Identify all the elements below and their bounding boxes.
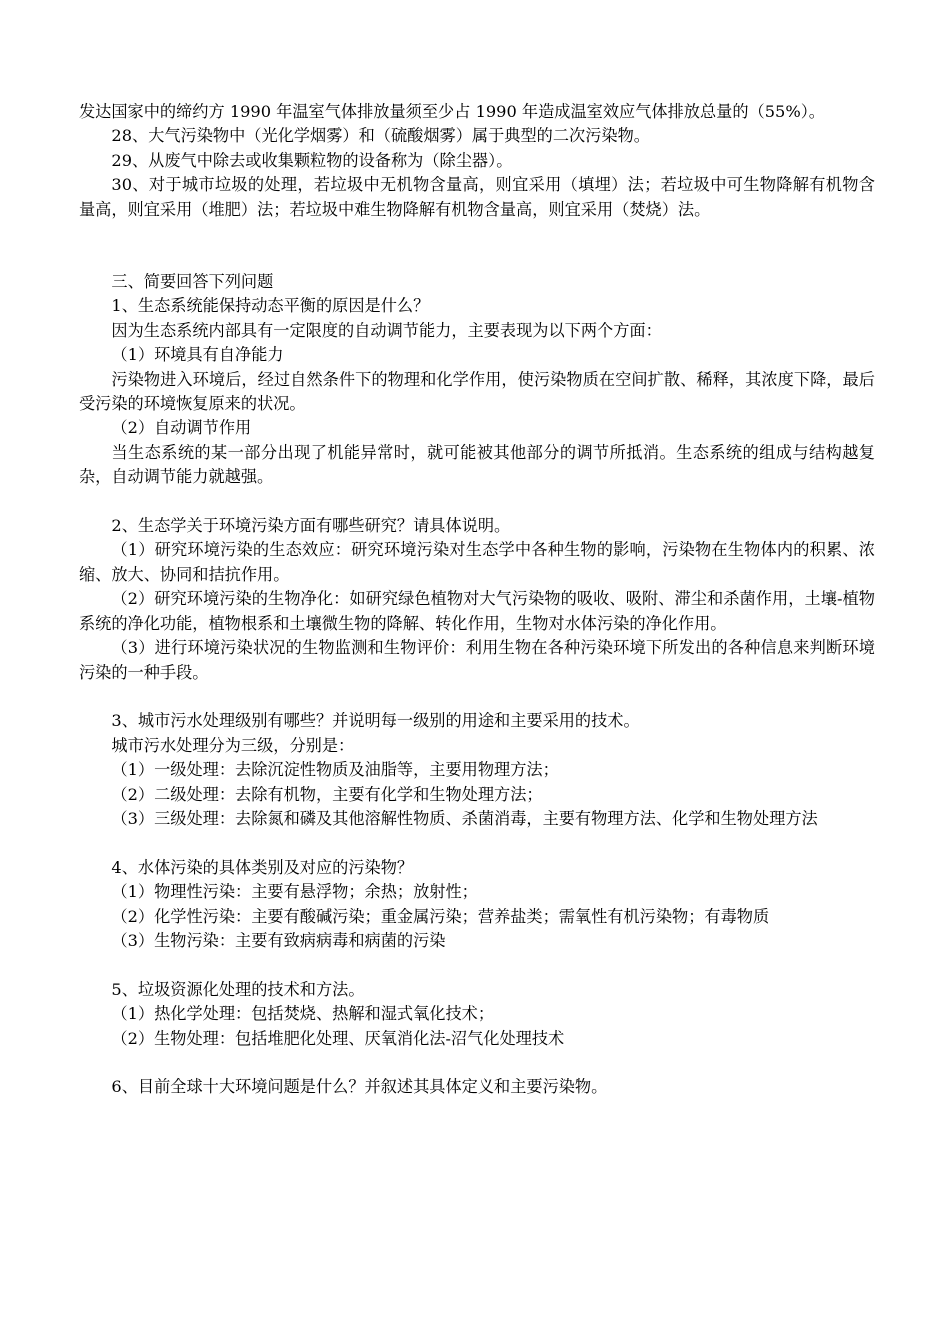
- question-3-title: 3、城市污水处理级别有哪些？并说明每一级别的用途和主要采用的技术。: [111, 711, 640, 731]
- spacer: [79, 490, 875, 514]
- question-3-answer-1: （1）一级处理：去除沉淀性物质及油脂等，主要用物理方法；: [111, 760, 559, 780]
- spacer: [79, 1051, 875, 1075]
- question-2-title: 2、生态学关于环境污染方面有哪些研究？请具体说明。: [111, 516, 511, 536]
- question-5-title: 5、垃圾资源化处理的技术和方法。: [111, 979, 365, 999]
- question-1-point-2-body: 当生态系统的某一部分出现了机能异常时，就可能被其他部分的调节所抵消。生态系统的组成与结构越复杂，自动调节能力就越强。: [79, 442, 875, 487]
- question-5-answer-2: （2）生物处理：包括堆肥化处理、厌氧消化法-沼气化处理技术: [111, 1028, 565, 1048]
- question-2-answer-1: （1）研究环境污染的生态效应：研究环境污染对生态学中各种生物的影响，污染物在生物体内的积累、浓缩、放大、协同和拮抗作用。: [79, 540, 875, 584]
- question-3-intro: 城市污水处理分为三级，分别是：: [111, 735, 355, 755]
- question-6-title: 6、目前全球十大环境问题是什么？并叙述其具体定义和主要污染物。: [111, 1077, 608, 1097]
- spacer: [79, 953, 875, 977]
- question-4-answer-3: （3）生物污染：主要有致病病毒和病菌的污染: [111, 930, 446, 950]
- spacer: [79, 222, 875, 270]
- question-5-answer-1: （1）热化学处理：包括焚烧、热解和湿式氧化技术；: [111, 1004, 495, 1024]
- fill-answer-30: 30、对于城市垃圾的处理，若垃圾中无机物含量高，则宜采用（填埋）法；若垃圾中可生物降解有机物含量高，则宜采用（堆肥）法；若垃圾中难生物降解有机物含量高，则宜采用（焚烧）法。: [79, 175, 875, 219]
- question-1-title: 1、生态系统能保持动态平衡的原因是什么？: [111, 296, 430, 316]
- question-4-answer-1: （1）物理性污染：主要有悬浮物；余热；放射性；: [111, 882, 478, 902]
- question-1-point-1-body: 污染物进入环境后，经过自然条件下的物理和化学作用，使污染物质在空间扩散、稀释，其浓度下降，最后受污染的环境恢复原来的状况。: [79, 369, 875, 414]
- question-1-intro: 因为生态系统内部具有一定限度的自动调节能力，主要表现为以下两个方面：: [111, 320, 662, 340]
- question-2-answer-3: （3）进行环境污染状况的生物监测和生物评价：利用生物在各种污染环境下所发出的各种信息来判断环境污染的一种手段。: [79, 638, 875, 682]
- question-1-point-1-title: （1）环境具有自净能力: [111, 345, 284, 365]
- question-3-answer-3: （3）三级处理：去除氮和磷及其他溶解性物质、杀菌消毒，主要有物理方法、化学和生物处理方法: [111, 808, 818, 828]
- question-4-title: 4、水体污染的具体类别及对应的污染物？: [111, 857, 414, 877]
- question-3-answer-2: （2）二级处理：去除有机物，主要有化学和生物处理方法；: [111, 784, 543, 804]
- question-4-answer-2: （2）化学性污染：主要有酸碱污染；重金属污染；营养盐类；需氧性有机污染物；有毒物质: [111, 906, 770, 926]
- fill-answer-27-continued: 发达国家中的缔约方 1990 年温室气体排放量须至少占 1990 年造成温室效应气体排放总量的（55%）。: [79, 102, 825, 121]
- spacer: [79, 831, 875, 855]
- fill-answer-29: 29、从废气中除去或收集颗粒物的设备称为（除尘器）。: [111, 150, 513, 170]
- spacer: [79, 685, 875, 709]
- question-2-answer-2: （2）研究环境污染的生物净化：如研究绿色植物对大气污染物的吸收、吸附、滞尘和杀菌作用，土壤-植物系统的净化功能，植物根系和土壤微生物的降解、转化作用，生物对水体污染的净化作用。: [79, 589, 875, 633]
- document-page: [79, 100, 875, 1100]
- section-3-heading: 三、简要回答下列问题: [111, 272, 274, 292]
- fill-answer-28: 28、大气污染物中（光化学烟雾）和（硫酸烟雾）属于典型的二次污染物。: [111, 126, 650, 146]
- question-1-point-2-title: （2）自动调节作用: [111, 418, 252, 438]
